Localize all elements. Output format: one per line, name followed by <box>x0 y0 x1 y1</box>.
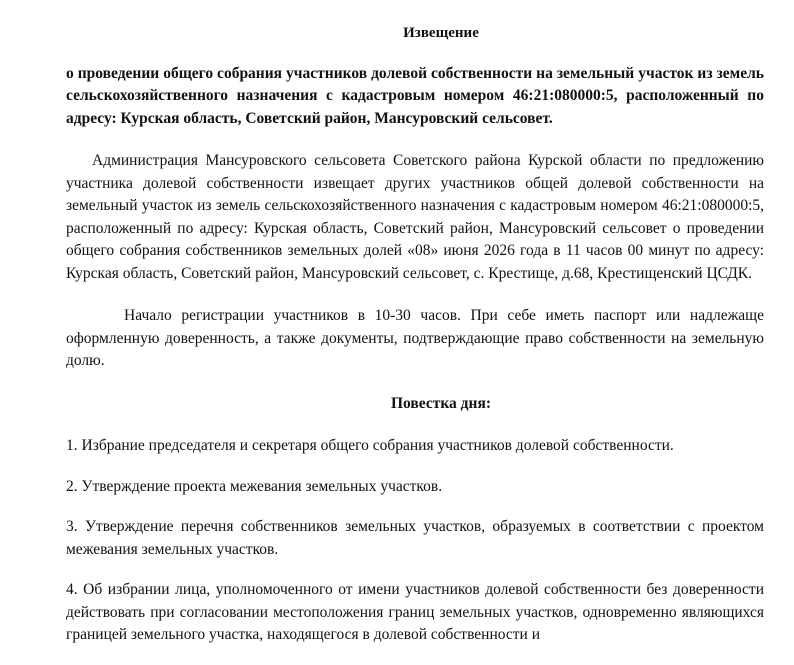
intro-paragraph: Администрация Мансуровского сельсовета Советского района Курской области по предложению участника долевой собственности извещает других участников общей долевой собственности на земельный участок из земель сельскохозяйственного назначения с кадастровым номером 46:21:080000:5, расположенный по адресу: Курская область, Советский район, Мансуровский сельсовет о проведении общего собрания собственников земельных долей «08» июня 2026 года в 11 часов 00 минут по адресу: Курская область, Советский район, Мансуровский сельсовет, с. Крестище, д.68, Крестищенский ЦСДК. <box>66 152 764 282</box>
agenda-item-3: 3. Утверждение перечня собственников земельных участков, образуемых в соответствии с проектом межевания земельных участков. <box>66 518 764 558</box>
document-subject: о проведении общего собрания участников долевой собственности на земельный участок из земель сельскохозяйственного назначения с кадастровым номером 46:21:080000:5, расположенный по адресу: Курская область, Советский район, Мансуровский сельсовет. <box>66 64 764 127</box>
agenda-item-1: 1. Избрание председателя и секретаря общего собрания участников долевой собственности. <box>66 437 674 454</box>
agenda-item-4: 4. Об избрании лица, уполномоченного от имени участников долевой собственности без доверенности действовать при согласовании местоположения границ земельных участков, одновременно являющихся границей земельного участка, находящегося в долевой собственности и <box>66 581 764 643</box>
agenda-item-2: 2. Утверждение проекта межевания земельных участков. <box>66 477 443 495</box>
document-title: Извещение <box>403 25 479 41</box>
notice-document <box>66 22 764 665</box>
agenda-list <box>66 435 764 647</box>
registration-paragraph: Начало регистрации участников в 10-30 часов. При себе иметь паспорт или надлежаще оформленную доверенность, а также документы, подтверждающие право собственности на земельную долю. <box>66 307 764 369</box>
agenda-title: Повестка дня: <box>391 394 491 412</box>
